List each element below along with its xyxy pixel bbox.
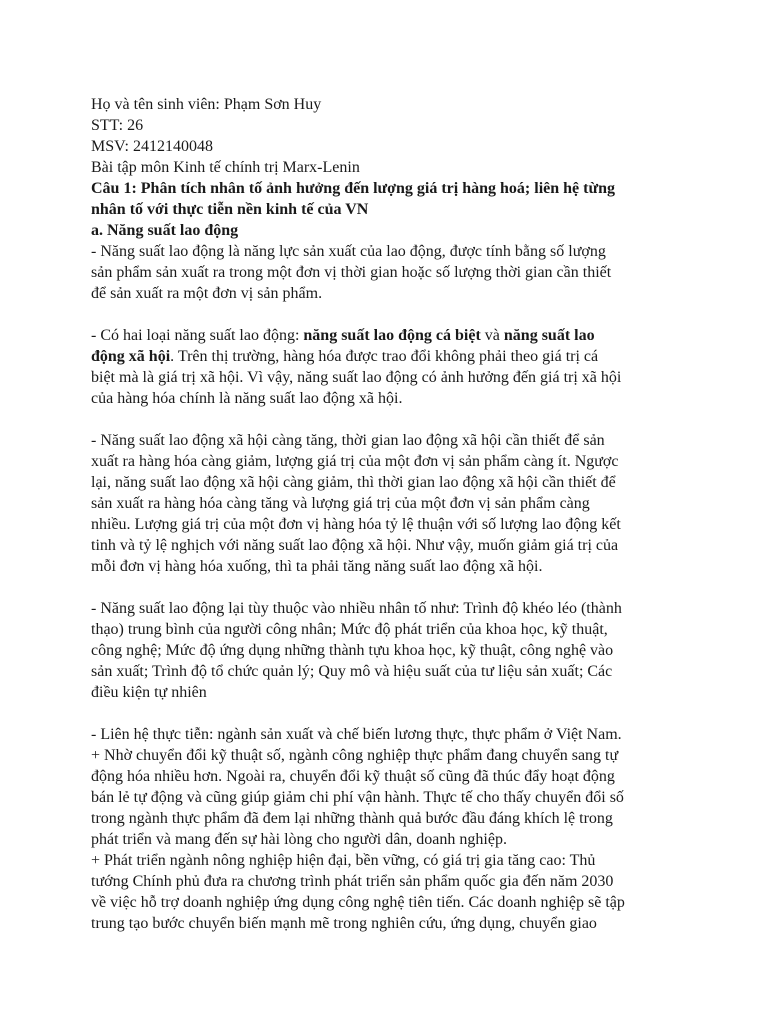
text-line: tướng Chính phủ đưa ra chương trình phát triển sản phẩm quốc gia đến năm 2030 [91, 873, 614, 890]
document-page [91, 94, 691, 934]
paragraph-practice [91, 724, 691, 934]
text-line: sản xuất; Trình độ tổ chức quản lý; Quy mô và hiệu suất của tư liệu sản xuất; Các [91, 663, 613, 680]
text-line: phát triển và mang đến sự hài lòng cho người dân, doanh nghiệp. [91, 831, 507, 848]
paragraph-two-types [91, 325, 691, 409]
subject-line: Bài tập môn Kinh tế chính trị Marx-Lenin [91, 159, 360, 176]
student-id-line: MSV: 2412140048 [91, 138, 213, 155]
text-line: lại, năng suất lao động xã hội càng giảm, thì thời gian lao động xã hội cần thiết để [91, 474, 616, 491]
text-line: bán lẻ tự động và cũng giúp giảm chi phí vận hành. Thực tế cho thấy chuyển đổi số [91, 789, 624, 806]
text-line: + Phát triển ngành nông nghiệp hiện đại, bền vững, có giá trị gia tăng cao: Thủ [91, 852, 596, 869]
text-line: tinh và tỷ lệ nghịch với năng suất lao động xã hội. Như vậy, muốn giảm giá trị của [91, 537, 619, 554]
section-a-heading: a. Năng suất lao động [91, 222, 239, 239]
text-line: + Nhờ chuyển đổi kỹ thuật số, ngành công nghiệp thực phẩm đang chuyển sang tự [91, 747, 619, 764]
text-line: của hàng hóa chính là năng suất lao động xã hội. [91, 390, 403, 407]
bold-term-social-productivity-cont: động xã hội [91, 348, 171, 365]
text-line: thạo) trung bình của người công nhân; Mức độ phát triển của khoa học, kỹ thuật, [91, 621, 608, 638]
text-line: xuất ra hàng hóa càng giảm, lượng giá trị của một đơn vị sản phẩm càng ít. Ngược [91, 453, 619, 470]
text-line: - Liên hệ thực tiễn: ngành sản xuất và chế biến lương thực, thực phẩm ở Việt Nam. [91, 726, 622, 743]
paragraph-definition [91, 241, 691, 304]
text-line: trong ngành thực phẩm đã đem lại những thành quả bước đầu đáng khích lệ trong [91, 810, 613, 827]
text-run: - Có hai loại năng suất lao động: [91, 327, 304, 344]
text-line: điều kiện tự nhiên [91, 684, 207, 701]
paragraph-relationship [91, 430, 691, 577]
blank-line [91, 304, 691, 325]
bold-term-individual-productivity: năng suất lao động cá biệt [303, 327, 481, 344]
text-line: - Năng suất lao động xã hội càng tăng, thời gian lao động xã hội cần thiết để sản [91, 432, 605, 449]
text-line: để sản xuất ra một đơn vị sản phẩm. [91, 285, 323, 302]
text-run: . Trên thị trường, hàng hóa được trao đổi không phải theo giá trị cá [170, 348, 599, 365]
student-number-line: STT: 26 [91, 117, 144, 134]
text-line: trung tạo bước chuyển biến mạnh mẽ trong nghiên cứu, ứng dụng, chuyển giao [91, 915, 597, 932]
text-line: về việc hỗ trợ doanh nghiệp ứng dụng công nghệ tiên tiến. Các doanh nghiệp sẽ tập [91, 894, 625, 911]
paragraph-factors [91, 598, 691, 703]
bold-term-social-productivity: năng suất lao [503, 327, 595, 344]
text-line: mỗi đơn vị hàng hóa xuống, thì ta phải tăng năng suất lao động xã hội. [91, 558, 543, 575]
question-title-line-1: Câu 1: Phân tích nhân tố ảnh hưởng đến lượng giá trị hàng hoá; liên hệ từng [91, 180, 615, 197]
text-line: biệt mà là giá trị xã hội. Vì vậy, năng suất lao động có ảnh hưởng đến giá trị xã hội [91, 369, 622, 386]
text-line: sản phẩm sản xuất ra trong một đơn vị thời gian hoặc số lượng thời gian cần thiết [91, 264, 612, 281]
text-line [91, 325, 691, 346]
blank-line [91, 577, 691, 598]
text-line: sản xuất ra hàng hóa càng tăng và lượng giá trị của một đơn vị sản phẩm càng [91, 495, 590, 512]
blank-line [91, 703, 691, 724]
text-line: - Năng suất lao động lại tùy thuộc vào nhiều nhân tố như: Trình độ khéo léo (thành [91, 600, 622, 617]
text-line: nhiều. Lượng giá trị của một đơn vị hàng hóa tỷ lệ thuận với số lượng lao động kết [91, 516, 621, 533]
text-line: - Năng suất lao động là năng lực sản xuất của lao động, được tính bằng số lượng [91, 243, 606, 260]
blank-line [91, 409, 691, 430]
text-line: công nghệ; Mức độ ứng dụng những thành tựu khoa học, kỹ thuật, công nghệ vào [91, 642, 614, 659]
student-name-line: Họ và tên sinh viên: Phạm Sơn Huy [91, 96, 322, 113]
text-line [91, 346, 691, 367]
text-run: và [480, 327, 504, 344]
question-title-line-2: nhân tố với thực tiễn nền kinh tế của VN [91, 201, 369, 218]
text-line: động hóa nhiều hơn. Ngoài ra, chuyển đổi kỹ thuật số cũng đã thúc đẩy hoạt động [91, 768, 615, 785]
